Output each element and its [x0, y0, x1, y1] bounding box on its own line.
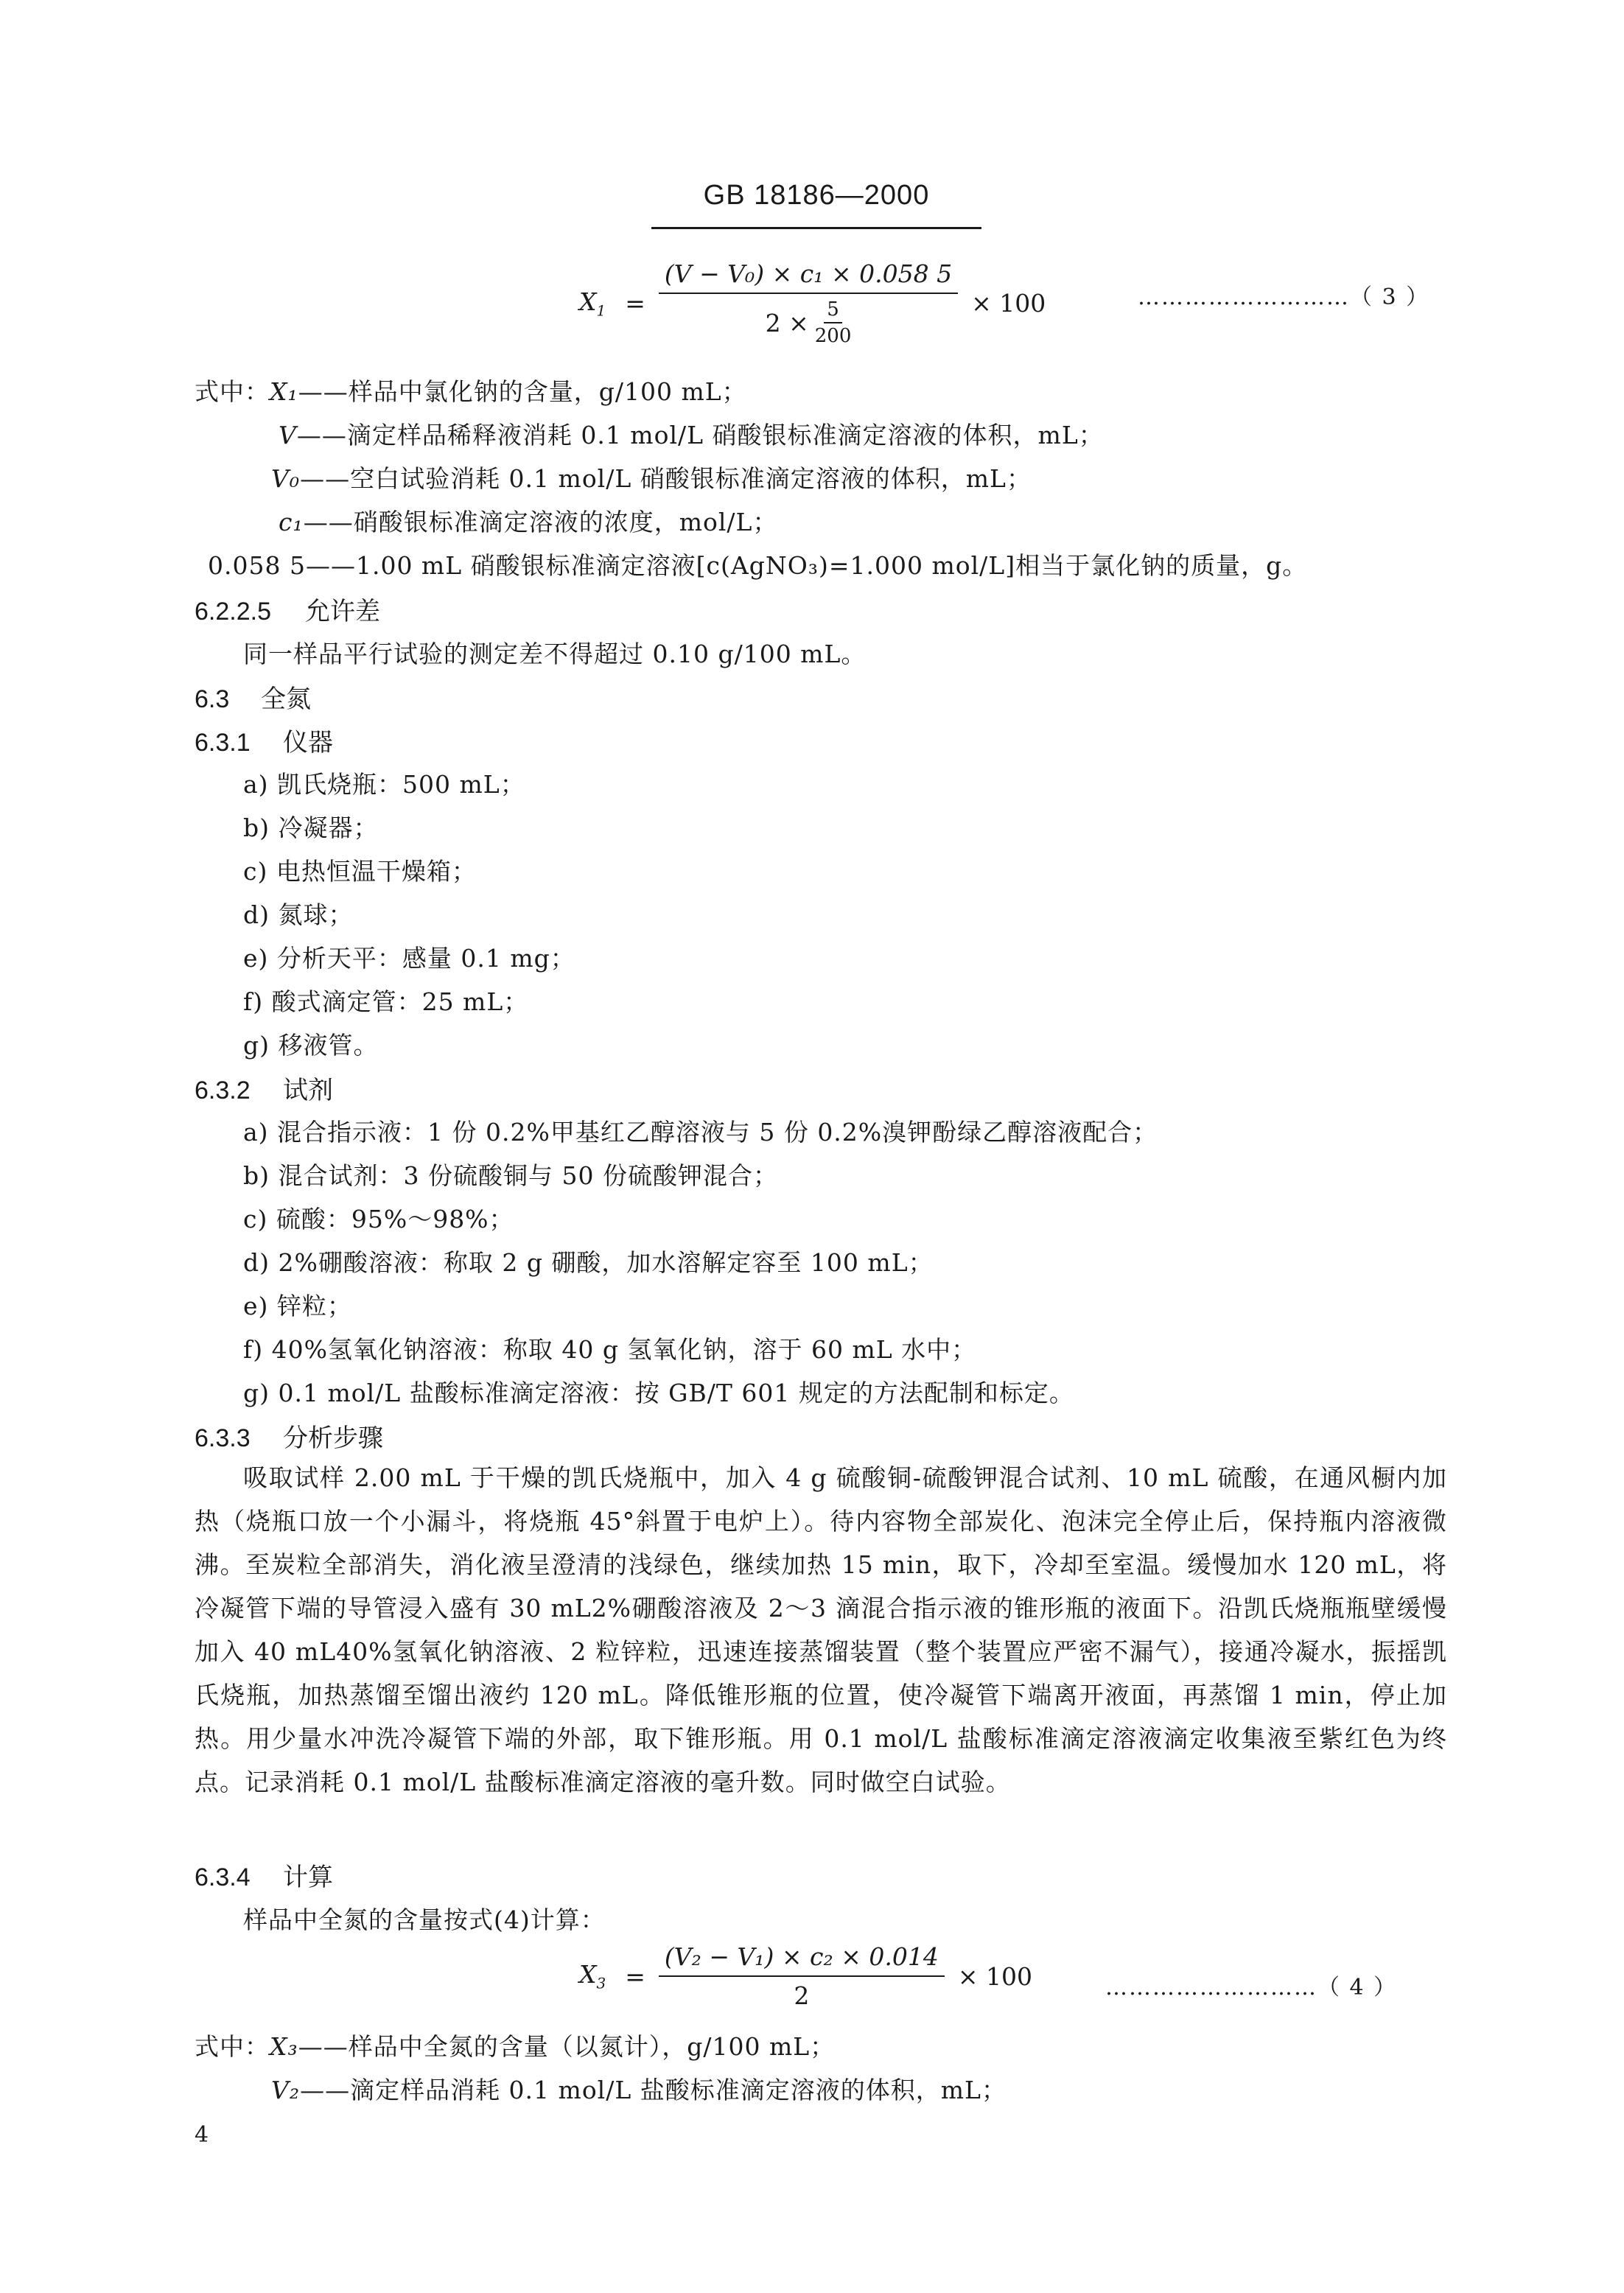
instrument-item: d) 氮球； [243, 900, 354, 929]
section-6-2-2-5-text: 同一样品平行试验的测定差不得超过 0.10 g/100 mL。 [243, 640, 867, 668]
instrument-item: a) 凯氏烧瓶：500 mL； [243, 770, 525, 799]
where-3-row-3: c₁——硝酸银标准滴定溶液的浓度，mol/L； [279, 508, 778, 536]
formula-4 [579, 1942, 1041, 2010]
formula-3-number: ………………………（ 3 ） [1138, 284, 1430, 310]
formula-4-number: ………………………（ 4 ） [1105, 1975, 1398, 2000]
where-3-row-1: V——滴定样品稀释液消耗 0.1 mol/L 硝酸银标准滴定溶液的体积，mL； [279, 421, 1104, 449]
formula-4-numerator: (V₂ − V₁) × c₂ × 0.014 [659, 1942, 945, 1977]
reagent-item: b) 混合试剂：3 份硫酸铜与 50 份硫酸钾混合； [243, 1161, 778, 1190]
reagent-item: c) 硫酸：95%～98%； [243, 1205, 514, 1233]
section-6-3-1-heading: 6.3.1 仪器 [195, 729, 333, 757]
instrument-item: f) 酸式滴定管：25 mL； [243, 987, 529, 1016]
section-6-3-2-heading: 6.3.2 试剂 [195, 1077, 333, 1105]
formula-4-denominator: 2 [794, 1981, 810, 2010]
reagent-item: a) 混合指示液：1 份 0.2%甲基红乙醇溶液与 5 份 0.2%溴钾酚绿乙醇溶液配合； [243, 1118, 1158, 1146]
section-6-2-2-5-heading: 6.2.2.5 允许差 [195, 598, 380, 626]
section-6-3-4-heading: 6.3.4 计算 [195, 1863, 333, 1891]
page-number: 4 [195, 2122, 209, 2148]
formula-3-times: × 100 [971, 289, 1046, 318]
formula-4-equals: = [625, 1961, 645, 1991]
reagent-item: d) 2%硼酸溶液：称取 2 g 硼酸，加水溶解定容至 100 mL； [243, 1248, 934, 1277]
section-6-3-3-heading: 6.3.3 分析步骤 [195, 1424, 383, 1452]
standard-header: GB 18186—2000 [703, 180, 930, 211]
formula-3-lhs: $X_1$ [579, 287, 606, 320]
formula-4-lhs: $X_3$ [579, 1960, 606, 1992]
reagent-item: f) 40%氢氧化钠溶液：称取 40 g 氢氧化钠，溶于 60 mL 水中； [243, 1335, 977, 1364]
section-6-3-heading: 6.3 全氮 [195, 685, 311, 713]
formula-3-equals: = [625, 289, 645, 318]
where-3-row-2: V₀——空白试验消耗 0.1 mol/L 硝酸银标准滴定溶液的体积，mL； [271, 464, 1032, 493]
formula-3-fraction [659, 259, 958, 347]
formula-4-times: × 100 [957, 1961, 1032, 1991]
where-4-row-0: 式中：X₃——样品中全氮的含量（以氮计），g/100 mL； [195, 2032, 836, 2061]
formula-3-denominator: 2 × $\frac{5}{200}$ [765, 298, 852, 347]
where-3-row-0: 式中：X₁——样品中氯化钠的含量，g/100 mL； [195, 377, 747, 406]
header-rule [651, 227, 981, 229]
formula-3 [579, 259, 1054, 347]
formula-3-numerator: (V − V₀) × c₁ × 0.058 5 [659, 259, 958, 294]
reagent-item: e) 锌粒； [243, 1292, 352, 1320]
section-6-3-4-text: 样品中全氮的含量按式(4)计算： [243, 1905, 606, 1934]
instrument-item: b) 冷凝器； [243, 813, 379, 842]
formula-4-fraction [659, 1942, 945, 2010]
where-3-row-4: 0.058 5——1.00 mL 硝酸银标准滴定溶液[c(AgNO₃)=1.000 mol/L]相当于氯化钠的质量，g。 [208, 551, 1308, 580]
analysis-procedure-paragraph: 吸取试样 2.00 mL 于干燥的凯氏烧瓶中，加入 4 g 硫酸铜-硫酸钾混合试剂、10 mL 硫酸，在通风橱内加热（烧瓶口放一个小漏斗，将烧瓶 45°斜置于电炉上）。待内容物全部炭化、泡沫完全停止后，保持瓶内溶液微沸。至炭粒全部消失，消化液呈澄清的浅绿色，继续加热 15 min，取下，冷却至室温。缓慢加水 120 mL，将冷凝管下端的导管浸入盛有 30 mL2%硼酸溶液及 2～3 滴混合指示液的锥形瓶的液面下。沿凯氏烧瓶瓶壁缓慢加入 40 mL40%氢氧化钠溶液、2 粒锌粒，迅速连接蒸馏装置（整个装置应严密不漏气），接通冷凝水，振摇凯氏烧瓶，加热蒸馏至馏出液约 120 mL。降低锥形瓶的位置，使冷凝管下端离开液面，再蒸馏 1 min，停止加热。用少量水冲洗冷凝管下端的外部，取下锥形瓶。用 0.1 mol/L 盐酸标准滴定溶液滴定收集液至紫红色为终点。记录消耗 0.1 mol/L 盐酸标准滴定溶液的毫升数。同时做空白试验。 [195, 1463, 1447, 1796]
reagent-item: g) 0.1 mol/L 盐酸标准滴定溶液：按 GB/T 601 规定的方法配制和标定。 [243, 1379, 1074, 1407]
formula-3-inner-fraction: $\frac{5}{200}$ [814, 298, 852, 347]
instrument-item: g) 移液管。 [243, 1031, 379, 1060]
instrument-item: e) 分析天平：感量 0.1 mg； [243, 944, 575, 973]
where-4-row-1: V₂——滴定样品消耗 0.1 mol/L 盐酸标准滴定溶液的体积，mL； [271, 2076, 1007, 2104]
instrument-item: c) 电热恒温干燥箱； [243, 857, 477, 886]
